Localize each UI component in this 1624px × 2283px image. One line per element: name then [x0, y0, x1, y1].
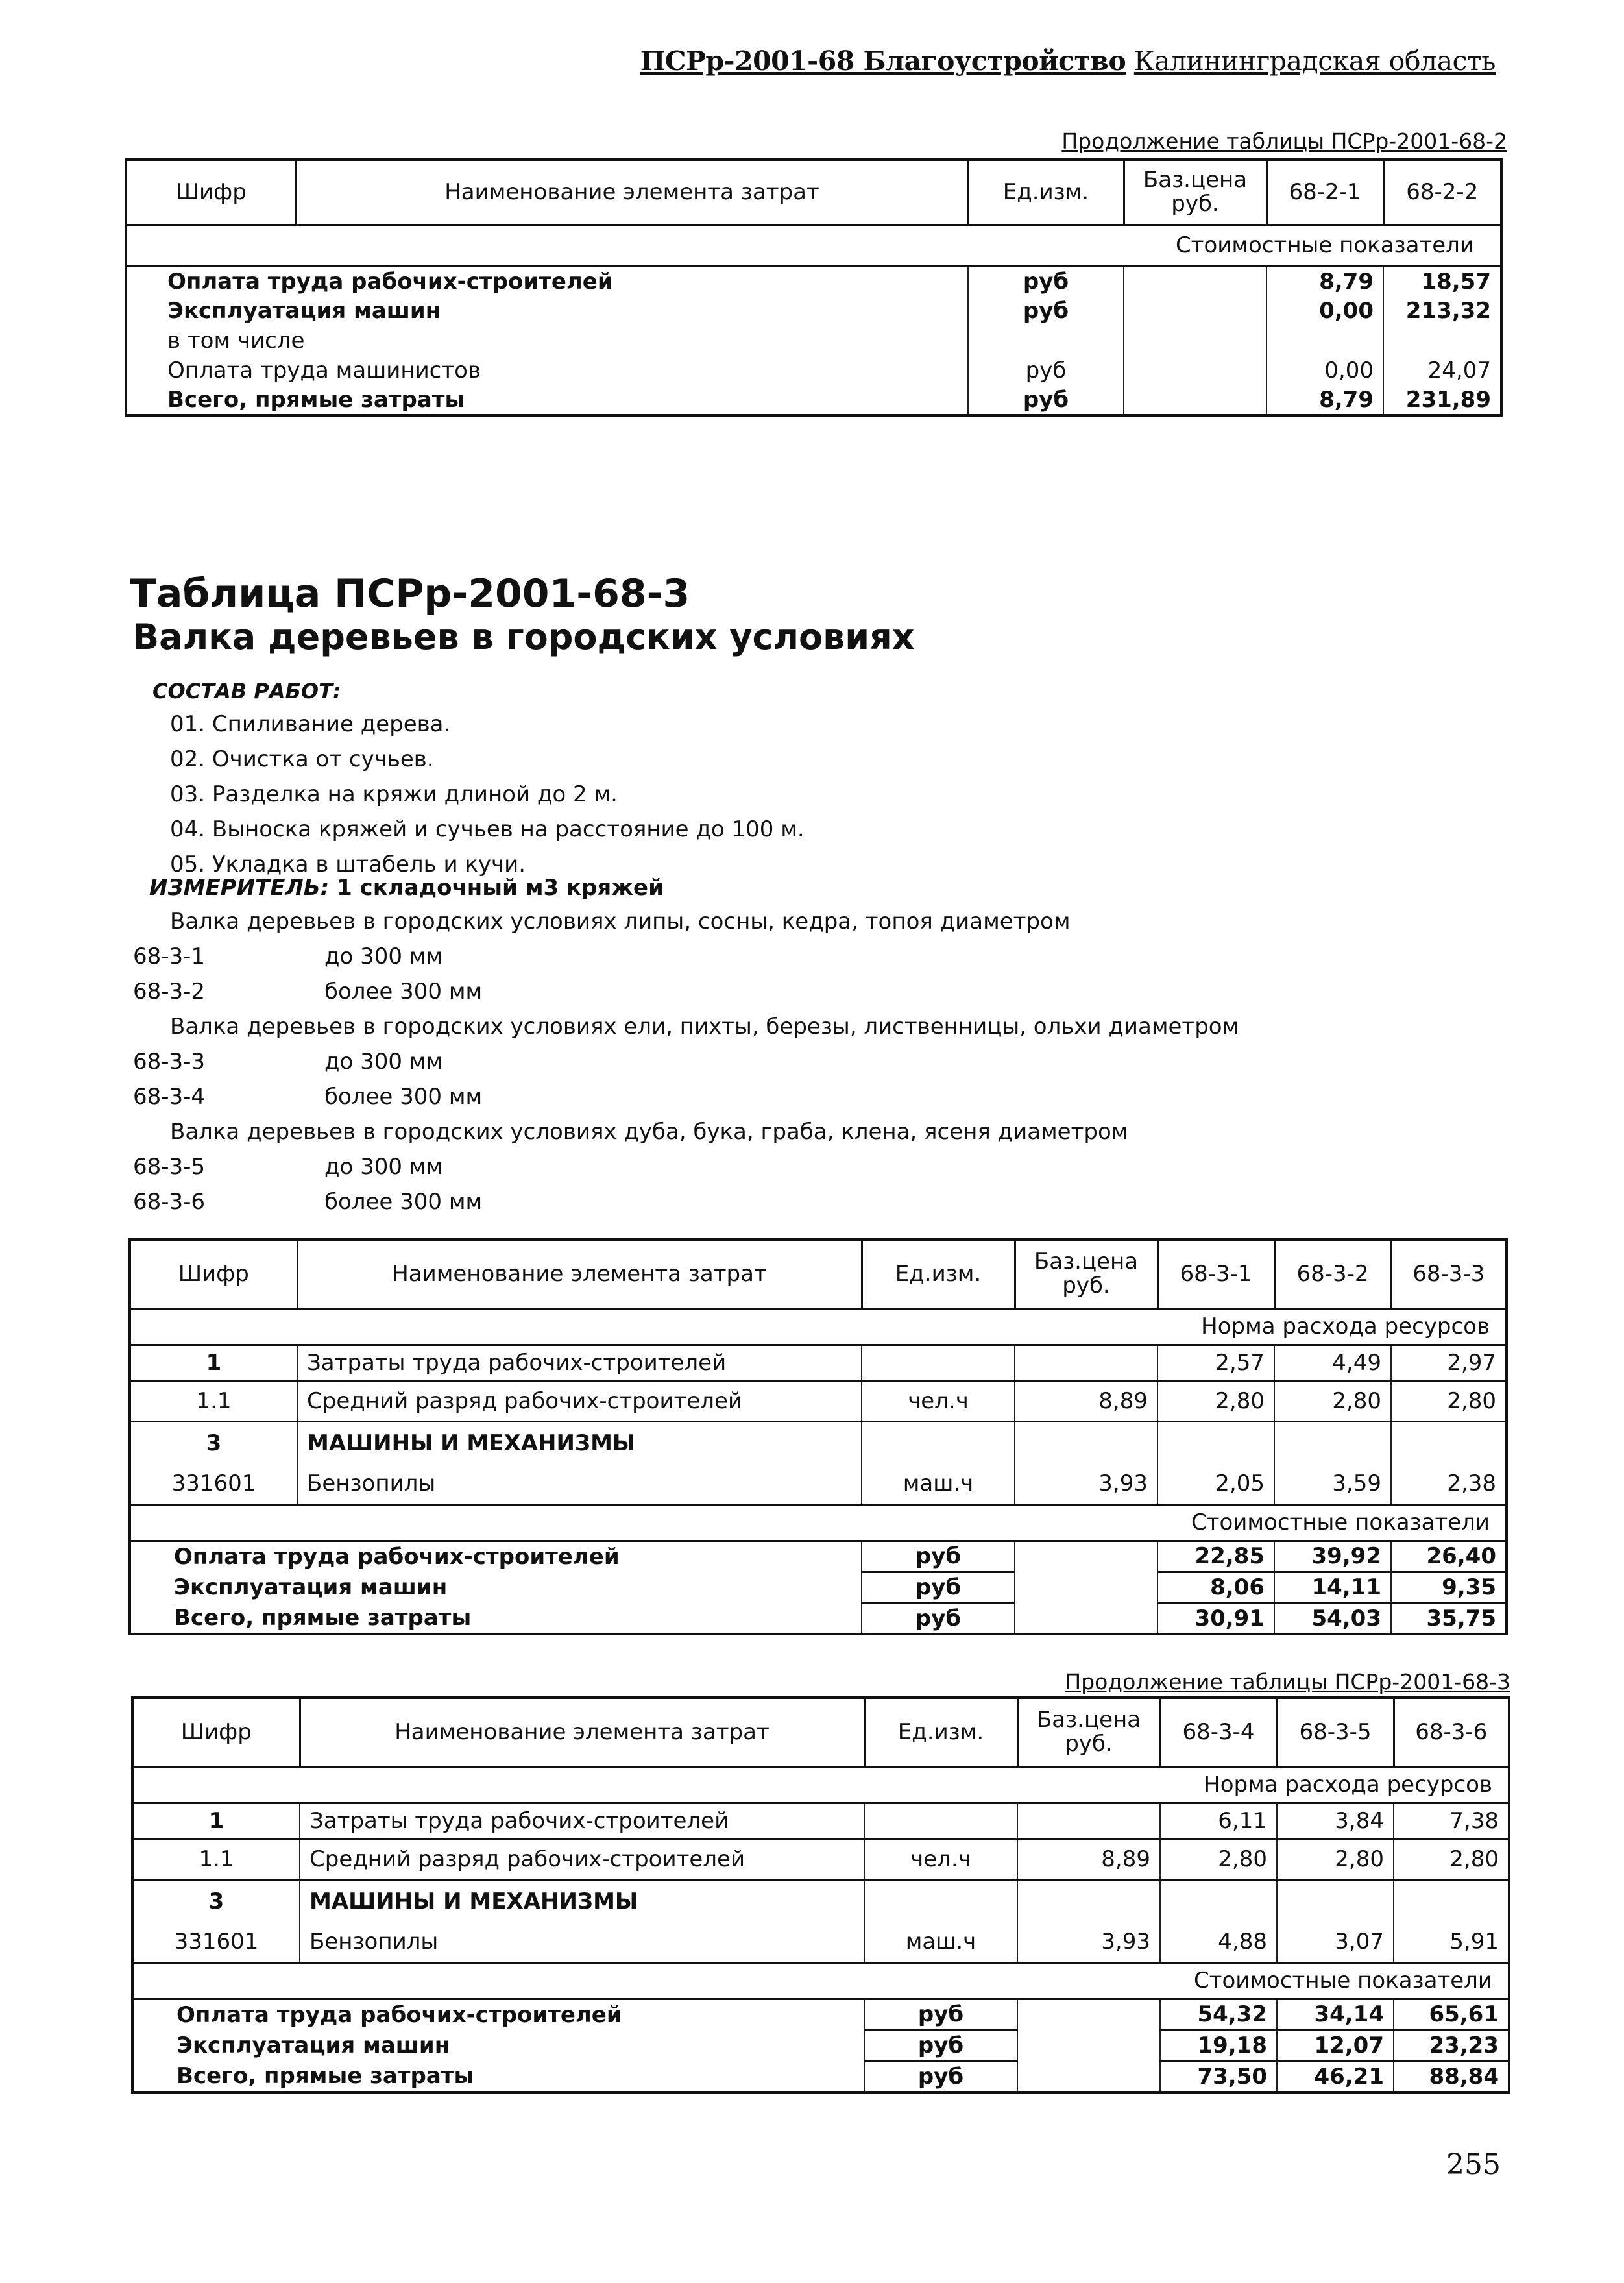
row-code: 1	[132, 1803, 300, 1839]
row-unit: руб	[862, 1572, 1015, 1603]
table1-header: Шифр	[126, 160, 296, 225]
row-value: 88,84	[1394, 2061, 1509, 2092]
item-text: до 300 мм	[324, 1154, 443, 1180]
row-value: 12,07	[1277, 2030, 1394, 2061]
table2-header: 68-3-1	[1157, 1239, 1274, 1308]
row-price: 3,93	[1015, 1464, 1157, 1504]
row-value: 19,18	[1160, 2030, 1277, 2061]
table-row	[130, 1572, 1507, 1603]
row-name: Всего, прямые затраты	[132, 2061, 864, 2092]
row-name: Бензопилы	[300, 1922, 864, 1962]
table2-header: Ед.изм.	[862, 1239, 1015, 1308]
row-value: 2,38	[1391, 1464, 1507, 1504]
row-name: Эксплуатация машин	[126, 296, 968, 326]
group-description: Валка деревьев в городских условиях ели, пихты, березы, лиственницы, ольхи диаметром	[170, 1014, 1239, 1040]
row-price: 8,89	[1015, 1381, 1157, 1421]
table2-section-norm: Норма расхода ресурсов	[130, 1308, 1507, 1345]
work-composition-label: СОСТАВ РАБОТ:	[152, 679, 341, 703]
row-value: 0,00	[1266, 296, 1383, 326]
row-value: 0,00	[1266, 356, 1383, 385]
work-item: 02. Очистка от сучьев.	[170, 746, 434, 772]
row-value: 30,91	[1157, 1603, 1274, 1634]
row-name: в том числе	[126, 326, 968, 356]
row-name: Оплата труда рабочих-строителей	[132, 1999, 864, 2030]
row-name: МАШИНЫ И МЕХАНИЗМЫ	[297, 1421, 862, 1464]
row-value: 54,03	[1274, 1603, 1391, 1634]
row-unit: руб	[968, 266, 1124, 296]
table-subtitle: Валка деревьев в городских условиях	[132, 617, 915, 657]
row-value: 2,80	[1391, 1381, 1507, 1421]
item-code: 68-3-1	[133, 944, 206, 970]
row-value: 2,80	[1274, 1381, 1391, 1421]
table-row	[130, 1603, 1507, 1634]
row-name: МАШИНЫ И МЕХАНИЗМЫ	[300, 1879, 864, 1922]
table-row	[126, 385, 1501, 415]
table-row	[130, 1541, 1507, 1572]
row-code: 1.1	[132, 1839, 300, 1879]
item-code: 68-3-2	[133, 979, 206, 1005]
row-name: Средний разряд рабочих-строителей	[297, 1381, 862, 1421]
row-value: 39,92	[1274, 1541, 1391, 1572]
item-text: до 300 мм	[324, 1049, 443, 1075]
row-value: 54,32	[1160, 1999, 1277, 2030]
table-row	[130, 1381, 1507, 1421]
table1-header: 68-2-1	[1266, 160, 1383, 225]
row-value: 46,21	[1277, 2061, 1394, 2092]
table-row	[132, 1803, 1509, 1839]
row-name: Эксплуатация машин	[132, 2030, 864, 2061]
row-value: 34,14	[1277, 1999, 1394, 2030]
item-text: до 300 мм	[324, 944, 443, 970]
row-unit: маш.ч	[864, 1922, 1017, 1962]
work-item: 04. Выноска кряжей и сучьев на расстояние до 100 м.	[170, 816, 805, 842]
row-unit: руб	[862, 1603, 1015, 1634]
row-value: 26,40	[1391, 1541, 1507, 1572]
table2-section-cost: Стоимостные показатели	[130, 1504, 1507, 1541]
row-unit: руб	[968, 356, 1124, 385]
table3-header: 68-3-5	[1277, 1698, 1394, 1766]
table3-header: Наименование элемента затрат	[300, 1698, 864, 1766]
item-code: 68-3-4	[133, 1084, 206, 1110]
table-row	[130, 1464, 1507, 1504]
table1-header: Ед.изм.	[968, 160, 1124, 225]
table-row	[132, 1999, 1509, 2030]
header-region: Калининградская область	[1133, 45, 1496, 77]
table-row	[126, 356, 1501, 385]
work-item: 01. Спиливание дерева.	[170, 711, 451, 737]
table3	[131, 1696, 1510, 2094]
header-doc-code: ПСРр-2001-68 Благоустройство	[640, 45, 1126, 77]
table-row	[132, 2030, 1509, 2061]
row-code: 3	[130, 1421, 297, 1464]
page-number: 255	[1446, 2148, 1501, 2181]
row-value: 3,07	[1277, 1922, 1394, 1962]
item-code: 68-3-3	[133, 1049, 206, 1075]
table3-section-cost: Стоимостные показатели	[132, 1962, 1509, 1999]
row-value: 9,35	[1391, 1572, 1507, 1603]
row-code: 1.1	[130, 1381, 297, 1421]
row-unit: руб	[968, 385, 1124, 415]
row-unit: чел.ч	[862, 1381, 1015, 1421]
row-unit: руб	[864, 1999, 1017, 2030]
row-value: 24,07	[1383, 356, 1501, 385]
row-value: 8,79	[1266, 385, 1383, 415]
table-row	[132, 2061, 1509, 2092]
row-code: 1	[130, 1345, 297, 1381]
row-name: Бензопилы	[297, 1464, 862, 1504]
row-unit: чел.ч	[864, 1839, 1017, 1879]
group-description: Валка деревьев в городских условиях липы, сосны, кедра, топоя диаметром	[170, 909, 1071, 934]
work-item: 05. Укладка в штабель и кучи.	[170, 851, 526, 877]
table3-section-norm: Норма расхода ресурсов	[132, 1766, 1509, 1803]
measure-line	[149, 875, 664, 901]
row-name: Всего, прямые затраты	[130, 1603, 862, 1634]
row-value: 3,59	[1274, 1464, 1391, 1504]
row-unit: маш.ч	[862, 1464, 1015, 1504]
row-unit: руб	[968, 296, 1124, 326]
row-value: 4,49	[1274, 1345, 1391, 1381]
row-value: 8,79	[1266, 266, 1383, 296]
row-value: 2,57	[1157, 1345, 1274, 1381]
table1-header: Наименование элемента затрат	[296, 160, 968, 225]
row-value: 3,84	[1277, 1803, 1394, 1839]
row-value: 231,89	[1383, 385, 1501, 415]
row-value: 18,57	[1383, 266, 1501, 296]
table-row	[126, 296, 1501, 326]
table1-continuation: Продолжение таблицы ПСРр-2001-68-2	[1061, 128, 1507, 154]
item-text: более 300 мм	[324, 1189, 483, 1215]
table2	[128, 1238, 1508, 1635]
row-value: 2,80	[1157, 1381, 1274, 1421]
page-header	[587, 45, 1496, 77]
measure-label: ИЗМЕРИТЕЛЬ:	[149, 875, 330, 901]
table1	[125, 158, 1503, 417]
table3-continuation: Продолжение таблицы ПСРр-2001-68-3	[1065, 1669, 1510, 1694]
row-name: Средний разряд рабочих-строителей	[300, 1839, 864, 1879]
table2-header: Шифр	[130, 1239, 297, 1308]
row-value: 23,23	[1394, 2030, 1509, 2061]
row-name: Затраты труда рабочих-строителей	[300, 1803, 864, 1839]
row-price: 8,89	[1017, 1839, 1160, 1879]
row-name: Эксплуатация машин	[130, 1572, 862, 1603]
row-code: 331601	[132, 1922, 300, 1962]
group-description: Валка деревьев в городских условиях дуба, бука, граба, клена, ясеня диаметром	[170, 1119, 1128, 1145]
row-value: 2,05	[1157, 1464, 1274, 1504]
table3-header: Шифр	[132, 1698, 300, 1766]
row-price: 3,93	[1017, 1922, 1160, 1962]
row-unit: руб	[864, 2030, 1017, 2061]
item-code: 68-3-6	[133, 1189, 206, 1215]
table1-header: 68-2-2	[1383, 160, 1501, 225]
row-name: Затраты труда рабочих-строителей	[297, 1345, 862, 1381]
table2-header: Баз.цена руб.	[1015, 1239, 1157, 1308]
row-value: 6,11	[1160, 1803, 1277, 1839]
table1-section-cost: Стоимостные показатели	[126, 225, 1501, 266]
row-name: Оплата труда рабочих-строителей	[130, 1541, 862, 1572]
table-row	[126, 266, 1501, 296]
row-unit: руб	[862, 1541, 1015, 1572]
table2-header: Наименование элемента затрат	[297, 1239, 862, 1308]
row-value: 4,88	[1160, 1922, 1277, 1962]
row-unit: руб	[864, 2061, 1017, 2092]
row-value: 73,50	[1160, 2061, 1277, 2092]
table3-header: Ед.изм.	[864, 1698, 1017, 1766]
row-value: 14,11	[1274, 1572, 1391, 1603]
row-name: Оплата труда рабочих-строителей	[126, 266, 968, 296]
item-text: более 300 мм	[324, 1084, 483, 1110]
work-item: 03. Разделка на кряжи длиной до 2 м.	[170, 781, 618, 807]
table3-header: 68-3-4	[1160, 1698, 1277, 1766]
row-value: 2,97	[1391, 1345, 1507, 1381]
measure-value: 1 складочный м3 кряжей	[337, 875, 664, 901]
row-value: 5,91	[1394, 1922, 1509, 1962]
row-value: 2,80	[1277, 1839, 1394, 1879]
table-row	[130, 1345, 1507, 1381]
row-value: 7,38	[1394, 1803, 1509, 1839]
table-row	[130, 1421, 1507, 1464]
row-name: Оплата труда машинистов	[126, 356, 968, 385]
item-text: более 300 мм	[324, 979, 483, 1005]
row-value: 22,85	[1157, 1541, 1274, 1572]
table2-header: 68-3-3	[1391, 1239, 1507, 1308]
item-code: 68-3-5	[133, 1154, 206, 1180]
table-title: Таблица ПСРр-2001-68-3	[130, 571, 690, 617]
row-value: 2,80	[1160, 1839, 1277, 1879]
row-value: 2,80	[1394, 1839, 1509, 1879]
row-code: 3	[132, 1879, 300, 1922]
row-value: 35,75	[1391, 1603, 1507, 1634]
table2-header: 68-3-2	[1274, 1239, 1391, 1308]
row-value: 65,61	[1394, 1999, 1509, 2030]
table3-header: 68-3-6	[1394, 1698, 1509, 1766]
table3-header: Баз.цена руб.	[1017, 1698, 1160, 1766]
row-value: 8,06	[1157, 1572, 1274, 1603]
row-name: Всего, прямые затраты	[126, 385, 968, 415]
table-row	[132, 1922, 1509, 1962]
table-row	[132, 1839, 1509, 1879]
table1-header: Баз.цена руб.	[1124, 160, 1266, 225]
table-row	[132, 1879, 1509, 1922]
table-row	[126, 326, 1501, 356]
row-value: 213,32	[1383, 296, 1501, 326]
row-code: 331601	[130, 1464, 297, 1504]
